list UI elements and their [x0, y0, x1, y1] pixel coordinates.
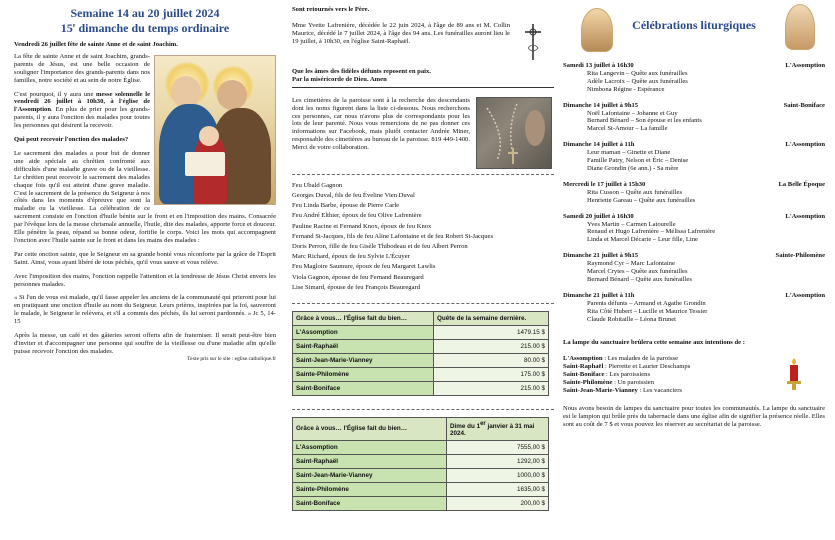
collection-header-label: Grâce à vous… l'Église fait du bien…: [293, 311, 434, 325]
mass-intention: Nimbona Régine - Espérance: [587, 85, 665, 93]
lamp-intention-item: Saint-Jean-Marie-Vianney : Les vacanciers: [563, 387, 682, 394]
mass-block: [563, 292, 825, 324]
feast-title: Vendredi 26 juillet fête de sainte Anne et de saint Joachim.: [14, 41, 178, 48]
row-church: Saint-Boniface: [293, 381, 434, 395]
row-church: Sainte-Philomène: [293, 482, 447, 496]
cemetery-names-list: [292, 182, 554, 292]
mass-church: L'Assomption: [785, 291, 825, 299]
mass-intention: Famille Patry, Nelson et Éric – Denise: [587, 157, 689, 165]
mass-block: [563, 102, 825, 134]
saint-icon-left: [581, 8, 613, 52]
cemetery-name-item: Marc Richard, époux de feu Sylvie L'Écuyer: [292, 253, 410, 261]
mass-intention: Renaud et Hugo Lafrenière – Mélissa Lafrenière: [587, 228, 716, 236]
cemetery-name-item: Feu Magloire Saumure, époux de feu Margaret Lawlis: [292, 263, 436, 271]
mass-intention: Marcel St-Amour – La famille: [587, 125, 668, 133]
paragraph-anointing: Par cette onction sainte, que le Seigneur en sa grande bonté vous réconforte par la grâce de l'Esprit Saint. Ainsi, vous ayant libéré de tous péchés, qu'il vous sauve et vous relève.: [14, 250, 276, 266]
mass-intention: Noël Lafontaine – Johanne et Guy: [587, 109, 678, 117]
collection-table-header: [293, 311, 549, 325]
mass-church: La Belle Époque: [778, 180, 825, 188]
table-row: [293, 381, 549, 395]
question-heading: Qui peut recevoir l'onction des malades?: [14, 136, 129, 144]
mass-intention: Henriette Gareau – Quête aux funérailles: [587, 196, 696, 204]
row-church: Saint-Jean-Marie-Vianney: [293, 353, 434, 367]
table-row: [293, 468, 549, 482]
cemetery-name-item: Feu Ubald Gagnon: [292, 181, 343, 189]
cemetery-name-item: Viola Gagnon, épouse de feu Fernand Beauregard: [292, 273, 424, 281]
row-amount: 1000,00 $: [447, 468, 549, 482]
divider: [292, 87, 554, 88]
sanctuary-lamp-icon: [785, 357, 803, 391]
cemetery-name-item: Feu André Elthier, époux de feu Olive Lafrenière: [292, 212, 422, 220]
row-amount: 1479.15 $: [434, 325, 549, 339]
deaths-paragraph: Mme Yvette Lafrenière, décédée le 22 juin 2024, à l'âge de 89 ans et M. Collin Maurice, décédé le 7 juillet 2024, à l'âge des 94 ans. Les funérailles auront lieu le 19 juillet, à 10h30, en l'église Saint-Raphaël.: [292, 21, 510, 45]
tithe-header-period: Dime du 1er janvier à 31 mai 2024.: [447, 417, 549, 440]
row-amount: 1292,00 $: [447, 454, 549, 468]
lamp-intention-item: Sainte-Philomène : Un paroissien: [563, 379, 655, 387]
mass-block: [563, 62, 825, 94]
cemetery-name-item: Georges Duval, fils de feu Éveline Vien Duval: [292, 191, 415, 199]
column-1: [14, 0, 276, 540]
mass-date: Dimanche 14 juillet à 9h15: [563, 101, 639, 109]
mass-intention: Rita Cusson – Quête aux funérailles: [587, 188, 683, 196]
mass-church: L'Assomption: [785, 62, 825, 69]
row-church: Saint-Raphaël: [293, 339, 434, 353]
cemetery-name-item: Lise Simard, épouse de feu François Beauregard: [292, 283, 420, 291]
rosary-icon: [477, 98, 551, 168]
row-church: Saint-Raphaël: [293, 454, 447, 468]
sunday-header: 15e dimanche du temps ordinaire: [60, 21, 230, 35]
cemetery-name-item: Pauline Racine et Fernand Knox, époux de feu Knox: [292, 222, 432, 230]
mass-date: Dimanche 21 juillet à 11h: [563, 291, 635, 299]
paragraph-hands: Avec l'imposition des mains, l'onction rappelle l'attention et la tendresse de Jésus Christ envers les personnes malades.: [14, 272, 276, 288]
mass-date: Samedi 20 juillet à 16h30: [563, 212, 634, 220]
row-church: Sainte-Philomène: [293, 367, 434, 381]
mass-intention: Parents défunts – Armand et Agathe Grondin: [587, 299, 706, 307]
mass-church: L'Assomption: [785, 212, 825, 220]
mass-intention: Marcel Crytes – Quête aux funérailles: [587, 268, 688, 276]
prayer-line-2: Par la miséricorde de Dieu. Amen: [292, 75, 387, 83]
row-church: L'Assomption: [293, 440, 447, 454]
mass-block: [563, 213, 825, 245]
row-amount: 7555,00 $: [447, 440, 549, 454]
table-row: [293, 353, 549, 367]
paragraph-intro: La fête de sainte Anne et de saint Joachim, grands-parents de Jésus, est une belle occasion de souligner l'importance des grands-parents dans nos familles, notre société et au sein de notre Église.: [14, 52, 150, 84]
mass-block: [563, 141, 825, 173]
cross-icon: [518, 22, 548, 62]
cemetery-paragraph: Les cimetières de la paroisse sont à la recherche des descendants dont les noms figurent dans la liste ci-dessous. Nous recherchons ces personnes, car nous n'avons plus de correspondants pour les lots de leur parenté. Nous vous remercions de ne pas donner ces informations sur Facebook, mais plutôt contacter Andrée Miner, responsable des cimetières au bureau de la paroisse. 819 449-1400. Merci de votre collaboration.: [292, 96, 470, 152]
lamp-intention-item: Saint-Raphaël : Pierrette et Laurier Deschamps: [563, 363, 691, 371]
column-3: [563, 0, 825, 540]
row-amount: 1635,00 $: [447, 482, 549, 496]
mass-intention: Yves Martin – Carmen Latourelle: [587, 220, 676, 228]
dashed-divider-2: [292, 303, 554, 304]
table-row: [293, 454, 549, 468]
dashed-divider-3: [292, 409, 554, 410]
table-row: [293, 367, 549, 381]
source-note: Texte pris sur le site : eglise.catholique.fr: [187, 355, 276, 362]
cemetery-name-item: Doris Perron, fille de feu Gisèle Thibodeau et de feu Albert Perron: [292, 242, 468, 250]
mass-date: Dimanche 21 juillet à 9h15: [563, 252, 639, 260]
celebrations-title: Célébrations liturgiques: [632, 18, 756, 32]
lamp-intention-item: Saint-Boniface : Les paroissiens: [563, 371, 651, 379]
lamp-note: Nous avons besoin de lampes du sanctuaire pour toutes les communautés. La lampe du sanctuaire est le lampion qui brûle près du tabernacle dans une église afin de signifier la présence réelle. Elles sont au coût de 7 $ et vous pouvez les réserver au secrétariat de la paroisse.: [563, 404, 825, 428]
column-2: [292, 0, 554, 540]
mass-church: Sainte-Philomène: [775, 252, 825, 260]
table-row: [293, 496, 549, 510]
row-amount: 215.00 $: [434, 339, 549, 353]
tithe-table-header: [293, 417, 549, 440]
tithe-header-label: Grâce à vous… l'Église fait du bien…: [293, 417, 447, 440]
mass-intention: Raymond Cyr – Marc Lafontaine: [587, 260, 675, 268]
mass-schedule: [563, 62, 825, 323]
lamp-title: La lampe du sanctuaire brûlera cette semaine aux intentions de :: [563, 339, 745, 347]
mass-date: Dimanche 14 juillet à 11h: [563, 141, 635, 149]
mass-church: Saint-Boniface: [783, 101, 825, 109]
row-amount: 80.00 $: [434, 353, 549, 367]
tithe-table: [292, 417, 549, 511]
mass-intention: Claude Robitaille – Léona Brunet: [587, 315, 676, 323]
row-church: L'Assomption: [293, 325, 434, 339]
cemetery-name-item: Feu Linda Barbe, épouse de Pierre Carle: [292, 202, 400, 210]
row-church: Saint-Boniface: [293, 496, 447, 510]
table-row: [293, 440, 549, 454]
prayer-line-1: Que les âmes des fidèles défunts reposent en paix.: [292, 67, 431, 75]
mass-intention: Rita Côté Hubert – Lucille et Maurice Tessier: [587, 307, 708, 315]
mass-intention: Adèle Lacroix – Quête aux funérailles: [587, 77, 688, 85]
mass-church: L'Assomption: [785, 141, 825, 149]
mass-block: [563, 181, 825, 205]
mass-date: Samedi 13 juillet à 16h30: [563, 62, 634, 69]
lamp-intention-item: L'Assomption : Les malades de la paroisse: [563, 355, 679, 363]
rosary-image: [476, 97, 552, 169]
row-amount: 175.00 $: [434, 367, 549, 381]
mass-intention: Rita Langevin – Quête aux funérailles: [587, 69, 688, 77]
mass-block: [563, 252, 825, 284]
cemetery-name-item: Fernand St-Jacques, fils de feu Aline Lafontaine et de feu Robert St-Jacques: [292, 232, 494, 240]
table-row: [293, 339, 549, 353]
row-amount: 200,00 $: [447, 496, 549, 510]
deaths-heading: Sont retournés vers le Père.: [292, 6, 370, 13]
mass-intention: Leur maman – Ginette et Diane: [587, 149, 671, 157]
mass-intention: Diane Grondin (6e ann.) - Sa mère: [587, 164, 679, 172]
saint-anne-image: [154, 55, 276, 205]
paragraph-scripture: « Si l'un de vous est malade, qu'il fasse appeler les anciens de la communauté qui prieront pour lui en pratiquant une onction d'huile au nom du Seigneur. Leurs prières, inspirées par la foi, sauveront le malade, le Seigneur le relèvera, et s'il a commis des péchés, ils lui seront pardonnés. » Jc 5, 14-15: [14, 294, 276, 326]
collection-header-week: Quête de la semaine dernière.: [434, 311, 549, 325]
week-header: Semaine 14 au 20 juillet 2024: [70, 6, 220, 20]
row-amount: 215.00 $: [434, 381, 549, 395]
row-church: Saint-Jean-Marie-Vianney: [293, 468, 447, 482]
table-row: [293, 325, 549, 339]
table-row: [293, 482, 549, 496]
paragraph-sacrament: Le sacrement des malades a pour but de donner une aide spéciale au chrétien confronté aux difficultés d'une maladie grave ou de la vieillesse. Le chrétien peut recevoir le sacrement des malades chaque fois qu'il est atteint d'une grave maladie. C'est le sacrement de la présence du Seigneur à nos côtés dans les moments d'épreuve que sont la maladie ou la vieillesse. La célébration de ce sacrement consiste en l'onction d'huile bénite sur le front et en l'imposition des mains. Consacrée par l'évêque lors de la messe chrismale annuelle, l'huile, dite des malades, apporte force et douceur. Elle pénètre la peau, répand sa bonne odeur, fortifie le corps. Voici les mots qui accompagnent l'onction avec l'huile sainte sur le front et dans les mains des malades :: [14, 149, 276, 244]
mass-date: Mercredi le 17 juillet à 15h30: [563, 180, 646, 188]
mass-intention: Bernard Bénard – Quête aux funérailles: [587, 275, 692, 283]
paragraph-coffee: Après la messe, un café et des gâteries seront offerts afin de fraterniser. Il serait peut-être bien d'inviter et d'accompagner une personne qui souffre de la vieillesse ou d'une maladie afin qu'elle puisse recevoir l'onction des malades.: [14, 332, 276, 355]
dashed-divider: [292, 174, 554, 175]
saint-icon-right: [785, 4, 815, 50]
mass-intention: Bernard Bénard – Son épouse et les enfants: [587, 117, 702, 125]
collection-table: [292, 311, 549, 396]
mass-intention: Linda et Marcel Décarie – Leur fille, Line: [587, 236, 698, 244]
paragraph-mass: C'est pourquoi, il y aura une messe solennelle le vendredi 26 juillet à 10h30, à l'église de l'Assomption. En plus de prier pour les grands-parents, il y aura l'onction des malades pour toutes les personnes qui désirent la recevoir.: [14, 90, 150, 130]
